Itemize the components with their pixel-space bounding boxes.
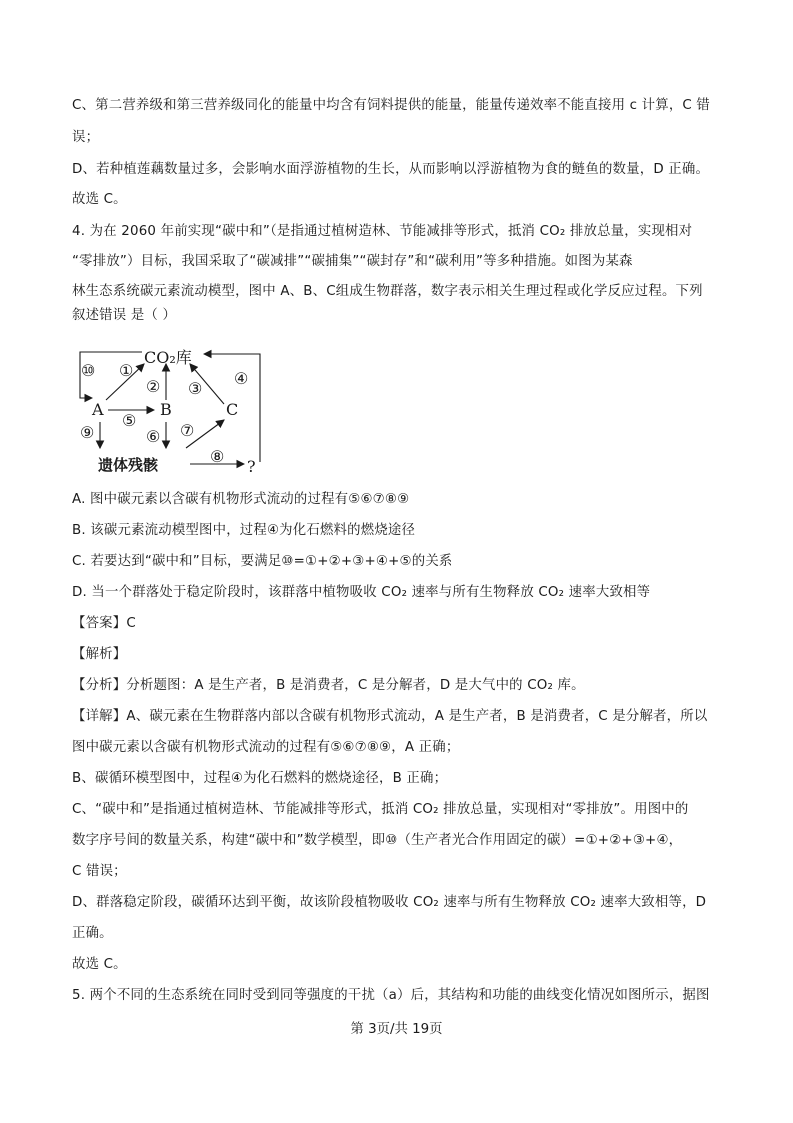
detail-line: C、“碳中和”是指通过植树造林、节能减排等形式，抵消 CO₂ 排放总量，实现相对“零排放”。用图中的	[72, 802, 689, 817]
carbon-flow-diagram	[74, 342, 274, 478]
label-6: ⑥	[146, 427, 161, 446]
text-line: C、第二营养级和第三营养级同化的能量中均含有饲料提供的能量，能量传递效率不能直接用 c 计算，C 错	[72, 98, 711, 113]
detail-line: 数字序号间的数量关系，构建“碳中和”数学模型，即⑩（生产者光合作用固定的碳）=①+②+③+④，	[72, 833, 683, 848]
detail-line: 正确。	[72, 926, 113, 941]
node-a: A	[92, 400, 104, 419]
detail-line: B、碳循环模型图中，过程④为化石燃料的燃烧途径，B 正确；	[72, 771, 448, 786]
label-8: ⑧	[210, 447, 225, 466]
unknown-node: ?	[247, 457, 256, 476]
option-d: D. 当一个群落处于稳定阶段时，该群落中植物吸收 CO₂ 速率与所有生物释放 CO₂ 速率大致相等	[72, 585, 651, 600]
label-7: ⑦	[180, 421, 195, 440]
detail-line: 图中碳元素以含碳有机物形式流动的过程有⑤⑥⑦⑧⑨，A 正确；	[72, 740, 460, 755]
node-c: C	[226, 400, 239, 419]
answer-line: 【答案】C	[72, 616, 136, 631]
detail-line: C 错误；	[72, 864, 127, 879]
text-line: 误；	[72, 130, 100, 145]
question-4-line: 4. 为在 2060 年前实现“碳中和”（是指通过植树造林、节能减排等形式，抵消 CO₂ 排放总量，实现相对	[72, 224, 693, 239]
detail-line: D、群落稳定阶段，碳循环达到平衡，故该阶段植物吸收 CO₂ 速率与所有生物释放 CO₂ 速率大致相等，D	[72, 895, 707, 910]
question-4-line: 叙述错误 是（ ）	[72, 308, 177, 323]
label-10: ⑩	[81, 361, 96, 380]
label-3: ③	[188, 379, 203, 398]
remains-node: 遗体残骸	[98, 456, 159, 474]
co2-node: CO₂库	[144, 348, 192, 367]
page-footer: 第 3页/共 19页	[350, 1022, 443, 1037]
node-b: B	[160, 400, 172, 419]
label-9: ⑨	[80, 423, 95, 442]
label-4: ④	[234, 369, 249, 388]
text-line: 故选 C。	[72, 192, 127, 207]
choice-line: 故选 C。	[72, 957, 127, 972]
question-4-line: “零排放”）目标，我国采取了“碳减排”“碳捕集”“碳封存”和“碳利用”等多种措施。如图为某森	[72, 254, 633, 269]
option-b: B. 该碳元素流动模型图中，过程④为化石燃料的燃烧途径	[72, 523, 416, 538]
question-5-line: 5. 两个不同的生态系统在同时受到同等强度的干扰（a）后，其结构和功能的曲线变化情况如图所示，据图	[72, 988, 710, 1003]
option-a: A. 图中碳元素以含碳有机物形式流动的过程有⑤⑥⑦⑧⑨	[72, 492, 410, 507]
detail-line: 【详解】A、碳元素在生物群落内部以含碳有机物形式流动，A 是生产者，B 是消费者，C 是分解者，所以	[72, 709, 708, 724]
label-5: ⑤	[122, 411, 137, 430]
analysis-heading: 【解析】	[72, 647, 127, 662]
label-2: ②	[146, 377, 161, 396]
option-c: C. 若要达到“碳中和”目标，要满足⑩=①+②+③+④+⑤的关系	[72, 554, 453, 569]
label-1: ①	[119, 361, 134, 380]
text-line: D、若种植莲藕数量过多，会影响水面浮游植物的生长，从而影响以浮游植物为食的鲢鱼的数量，D 正确。	[72, 162, 710, 177]
question-4-line: 林生态系统碳元素流动模型，图中 A、B、C组成生物群落，数字表示相关生理过程或化学反应过程。下列	[72, 284, 703, 299]
analysis-line: 【分析】分析题图：A 是生产者，B 是消费者，C 是分解者，D 是大气中的 CO₂ 库。	[72, 678, 585, 693]
